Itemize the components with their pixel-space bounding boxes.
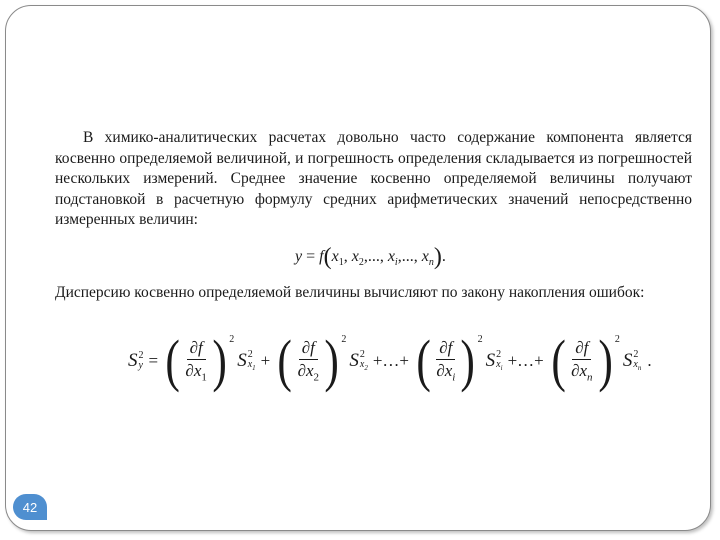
formula-mean-value: $y = f(x_1$, $x_2$,..., $x_i$,..., $x_n$).: [295, 244, 446, 270]
term-n: ( $\frac{\partial f}{\partial x_n}$ ) 2 S 2 $x_n$: [551, 328, 642, 393]
formula-error-propagation: S 2 y = ( $\frac{\partial f}{\partial x_1}$ ) 2 S 2 $x_1$ + ( $\frac{\partial f}{\partial x_2}$ ) 2 S 2 $x_2$ +…+ ( $\frac{\partial f}{\partial x_i}$ ) 2 S 2 $x_i$ +…+ ( $\frac{\partial f}{\partial x_n}$ ) 2 S 2 $x_n$ .: [128, 328, 652, 393]
lhs-variance: S 2 y: [128, 350, 144, 371]
term-i: ( $\frac{\partial f}{\partial x_i}$ ) 2 S 2 $x_i$: [416, 328, 503, 393]
term-1: ( $\frac{\partial f}{\partial x_1}$ ) 2 S 2 $x_1$: [165, 328, 256, 393]
term-2: ( $\frac{\partial f}{\partial x_2}$ ) 2 S 2 $x_2$: [277, 328, 368, 393]
paragraph-intro: В химико-аналитических расчетах довольно часто содержание компонента является косвенно определяемой величиной, и погрешность определения складывается из погрешностей нескольких измерений. Среднее значение косвенно определяемой величины получают подстановкой в расчетную формулу средних арифметических значений непосредственно измеренных величин:: [55, 129, 692, 228]
page-number-badge: 42: [13, 494, 47, 520]
paragraph-dispersion: Дисперсию косвенно определяемой величины вычисляют по закону накопления ошибок:: [55, 284, 645, 301]
